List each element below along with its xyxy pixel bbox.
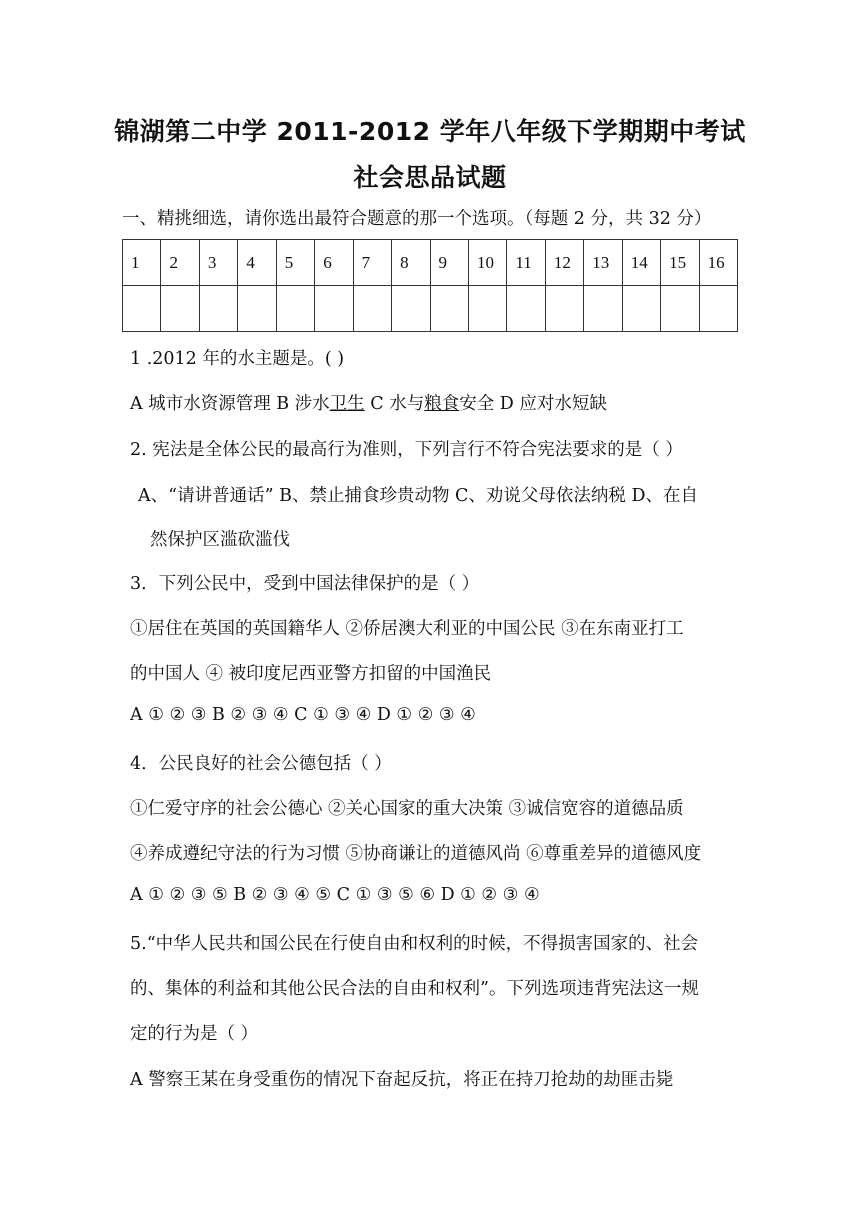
q2-stem: 2. 宪法是全体公民的最高行为准则，下列言行不符合宪法要求的是（ ） (130, 440, 683, 460)
answer-table-number-row (123, 240, 738, 286)
q5-stem-line1: 5.“中华人民共和国公民在行使自由和权利的时候，不得损害国家的、社会 (130, 934, 699, 954)
section-heading: 一、精挑细选，请你选出最符合题意的那一个选项。（每题 2 分，共 32 分） (122, 209, 712, 229)
exam-subtitle: 社会思品试题 (353, 163, 507, 192)
answer-cell[interactable] (123, 286, 161, 332)
answer-cell[interactable] (161, 286, 199, 332)
answer-table (122, 239, 738, 332)
answer-number: 10 (468, 240, 506, 286)
q4-stem: 4．公民良好的社会公德包括（ ） (130, 754, 392, 774)
q3-items-line2: 的中国人 ④ 被印度尼西亚警方扣留的中国渔民 (130, 664, 492, 684)
answer-cell[interactable] (392, 286, 430, 332)
q1-options (130, 390, 607, 415)
q3-stem: 3．下列公民中，受到中国法律保护的是（ ） (130, 574, 480, 594)
q5-stem-line3: 定的行为是（ ） (130, 1024, 259, 1044)
q3-items-line1: ①居住在英国的英国籍华人 ②侨居澳大利亚的中国公民 ③在东南亚打工 (130, 619, 684, 639)
answer-number: 11 (507, 240, 545, 286)
answer-number: 13 (584, 240, 622, 286)
q1-opt-a: A 城市水资源管理 B 涉水 (130, 394, 330, 414)
answer-cell[interactable] (622, 286, 660, 332)
answer-cell[interactable] (468, 286, 506, 332)
q1-stem: 1 .2012 年的水主题是。( ) (130, 349, 345, 369)
answer-number: 15 (661, 240, 699, 286)
q1-opt-end: 安全 D 应对水短缺 (459, 394, 607, 414)
answer-cell[interactable] (430, 286, 468, 332)
q3-options: A ① ② ③ B ② ③ ④ C ① ③ ④ D ① ② ③ ④ (130, 705, 476, 725)
q4-options: A ① ② ③ ⑤ B ② ③ ④ ⑤ C ① ③ ⑤ ⑥ D ① ② ③ ④ (130, 885, 540, 905)
answer-number: 9 (430, 240, 468, 286)
q1-underlined-1: 卫生 (329, 394, 365, 414)
answer-number: 5 (276, 240, 314, 286)
exam-title: 锦湖第二中学 2011-2012 学年八年级下学期期中考试 (114, 117, 746, 146)
answer-cell[interactable] (661, 286, 699, 332)
answer-number: 14 (622, 240, 660, 286)
answer-number: 1 (123, 240, 161, 286)
answer-cell[interactable] (199, 286, 237, 332)
answer-table-blank-row (123, 286, 738, 332)
answer-cell[interactable] (699, 286, 737, 332)
q4-items-line1: ①仁爱守序的社会公德心 ②关心国家的重大决策 ③诚信宽容的道德品质 (130, 799, 684, 819)
q4-items-line2: ④养成遵纪守法的行为习惯 ⑤协商谦让的道德风尚 ⑥尊重差异的道德风度 (130, 844, 702, 864)
answer-number: 7 (353, 240, 391, 286)
answer-cell[interactable] (315, 286, 353, 332)
q5-option-a: A 警察王某在身受重伤的情况下奋起反抗，将正在持刀抢劫的劫匪击毙 (130, 1070, 674, 1090)
q2-options-line1: A、“请讲普通话” B、禁止捕食珍贵动物 C、劝说父母依法纳税 D、在自 (138, 486, 698, 506)
answer-number: 2 (161, 240, 199, 286)
answer-cell[interactable] (507, 286, 545, 332)
answer-number: 3 (199, 240, 237, 286)
answer-cell[interactable] (238, 286, 276, 332)
q1-underlined-2: 粮食 (424, 394, 460, 414)
answer-cell[interactable] (276, 286, 314, 332)
answer-number: 8 (392, 240, 430, 286)
answer-cell[interactable] (545, 286, 583, 332)
answer-cell[interactable] (353, 286, 391, 332)
answer-cell[interactable] (584, 286, 622, 332)
answer-number: 16 (699, 240, 737, 286)
answer-number: 6 (315, 240, 353, 286)
q2-options-line2: 然保护区滥砍滥伐 (150, 530, 290, 550)
q1-opt-mid: C 水与 (364, 394, 425, 414)
q5-stem-line2: 的、集体的利益和其他公民合法的自由和权利”。下列选项违背宪法这一规 (130, 979, 699, 999)
answer-number: 12 (545, 240, 583, 286)
answer-number: 4 (238, 240, 276, 286)
